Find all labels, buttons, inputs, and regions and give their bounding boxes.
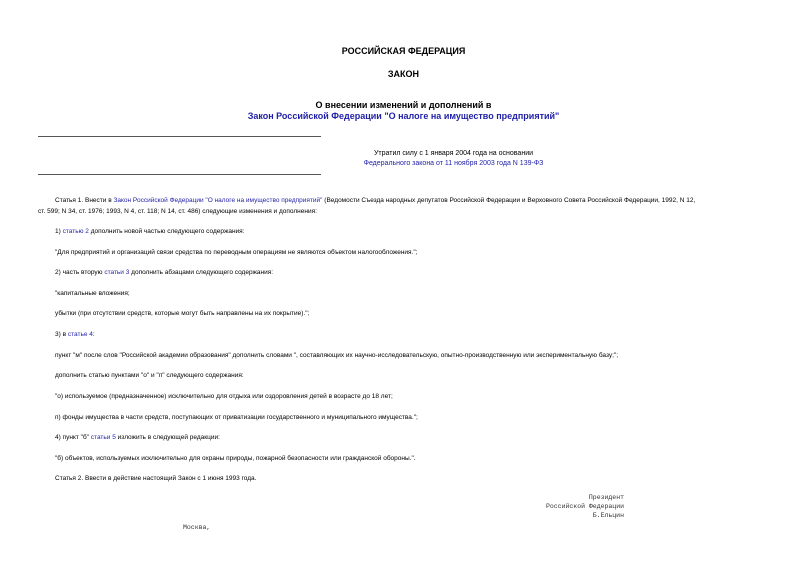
article1-line2: ст. 599; N 34, ст. 1976; 1993, N 4, ст. 118; N 14, ст. 486) следующие изменения и дополнения: (38, 208, 317, 215)
item1-link[interactable]: статью 2 (62, 228, 89, 235)
item2 (55, 269, 273, 276)
item3-paragraph-c: "о) используемое (предназначенное) исключительно для отдыха или оздоровления детей в возрасте до 18 лет; (55, 393, 393, 400)
item4-link[interactable]: статьи 5 (90, 434, 116, 441)
item1-suffix: дополнить новой частью следующего содержания: (88, 228, 245, 235)
item3-prefix: 3) в (55, 331, 68, 338)
item4-quote: "б) объектов, используемых исключительно для охраны природы, пожарной безопасности или гражданской обороны.". (55, 455, 416, 462)
place-text: Москва, (183, 524, 211, 531)
item1-prefix: 1) (55, 228, 63, 235)
law-title-line1: О внесении изменений и дополнений в (315, 100, 492, 110)
article1-prefix: Статья 1. Внести в (55, 197, 114, 204)
doc-type-heading: ЗАКОН (387, 69, 420, 79)
signature-title: Президент (588, 494, 624, 501)
divider-bottom (38, 174, 321, 175)
item2-quote1: "капитальные вложения; (55, 290, 130, 297)
item2-suffix: дополнить абзацами следующего содержания: (129, 269, 274, 276)
article1-suffix: (Ведомости Съезда народных депутатов Российской Федерации и Верховного Совета Российской Федерации, 1992, N 12, (322, 197, 696, 204)
country-heading: РОССИЙСКАЯ ФЕДЕРАЦИЯ (341, 46, 466, 56)
item2-quote2: убытки (при отсутствии средств, которые могут быть направлены на их покрытие)."; (55, 310, 310, 317)
law-title-link[interactable]: Закон Российской Федерации "О налоге на имущество предприятий" (247, 111, 560, 121)
repeal-law-link[interactable]: Федерального закона от 11 ноября 2003 года N 139-ФЗ (363, 160, 544, 167)
item3-link[interactable]: статье 4 (67, 331, 93, 338)
item3-paragraph-d: п) фонды имущества в части средств, поступающих от приватизации государственного и муниципального имущества."; (55, 414, 418, 421)
item3-paragraph-b: дополнить статью пунктами "о" и "п" следующего содержания: (55, 372, 244, 379)
item4-suffix: изложить в следующей редакции: (115, 434, 220, 441)
signature-name: Б.Ельцин (592, 512, 624, 519)
item3-paragraph-a: пункт "м" после слов "Российской академии образования" дополнить словами ", составляющих их научно-исследовательскую, опытно-производственную или экспериментальную базу;"; (55, 352, 619, 359)
divider-top (38, 136, 321, 137)
item1-quote: "Для предприятий и организаций связи средства по переводным операциям не являются объектом налогообложения."; (55, 249, 418, 256)
item3 (55, 331, 95, 338)
article2: Статья 2. Ввести в действие настоящий Закон с 1 июня 1993 года. (55, 475, 257, 482)
item2-link[interactable]: статьи 3 (104, 269, 130, 276)
repeal-notice: Утратил силу с 1 января 2004 года на основании (373, 150, 534, 157)
signature-country: Российской Федерации (545, 503, 624, 510)
item4 (55, 434, 220, 441)
signature-block (540, 493, 624, 520)
item4-prefix: 4) пункт "б" (55, 434, 91, 441)
item2-prefix: 2) часть вторую (55, 269, 105, 276)
item3-suffix: : (92, 331, 95, 338)
article1-line1 (55, 197, 695, 204)
article1-law-link[interactable]: Закон Российской Федерации "О налоге на имущество предприятий" (113, 197, 323, 204)
item1 (55, 228, 245, 235)
